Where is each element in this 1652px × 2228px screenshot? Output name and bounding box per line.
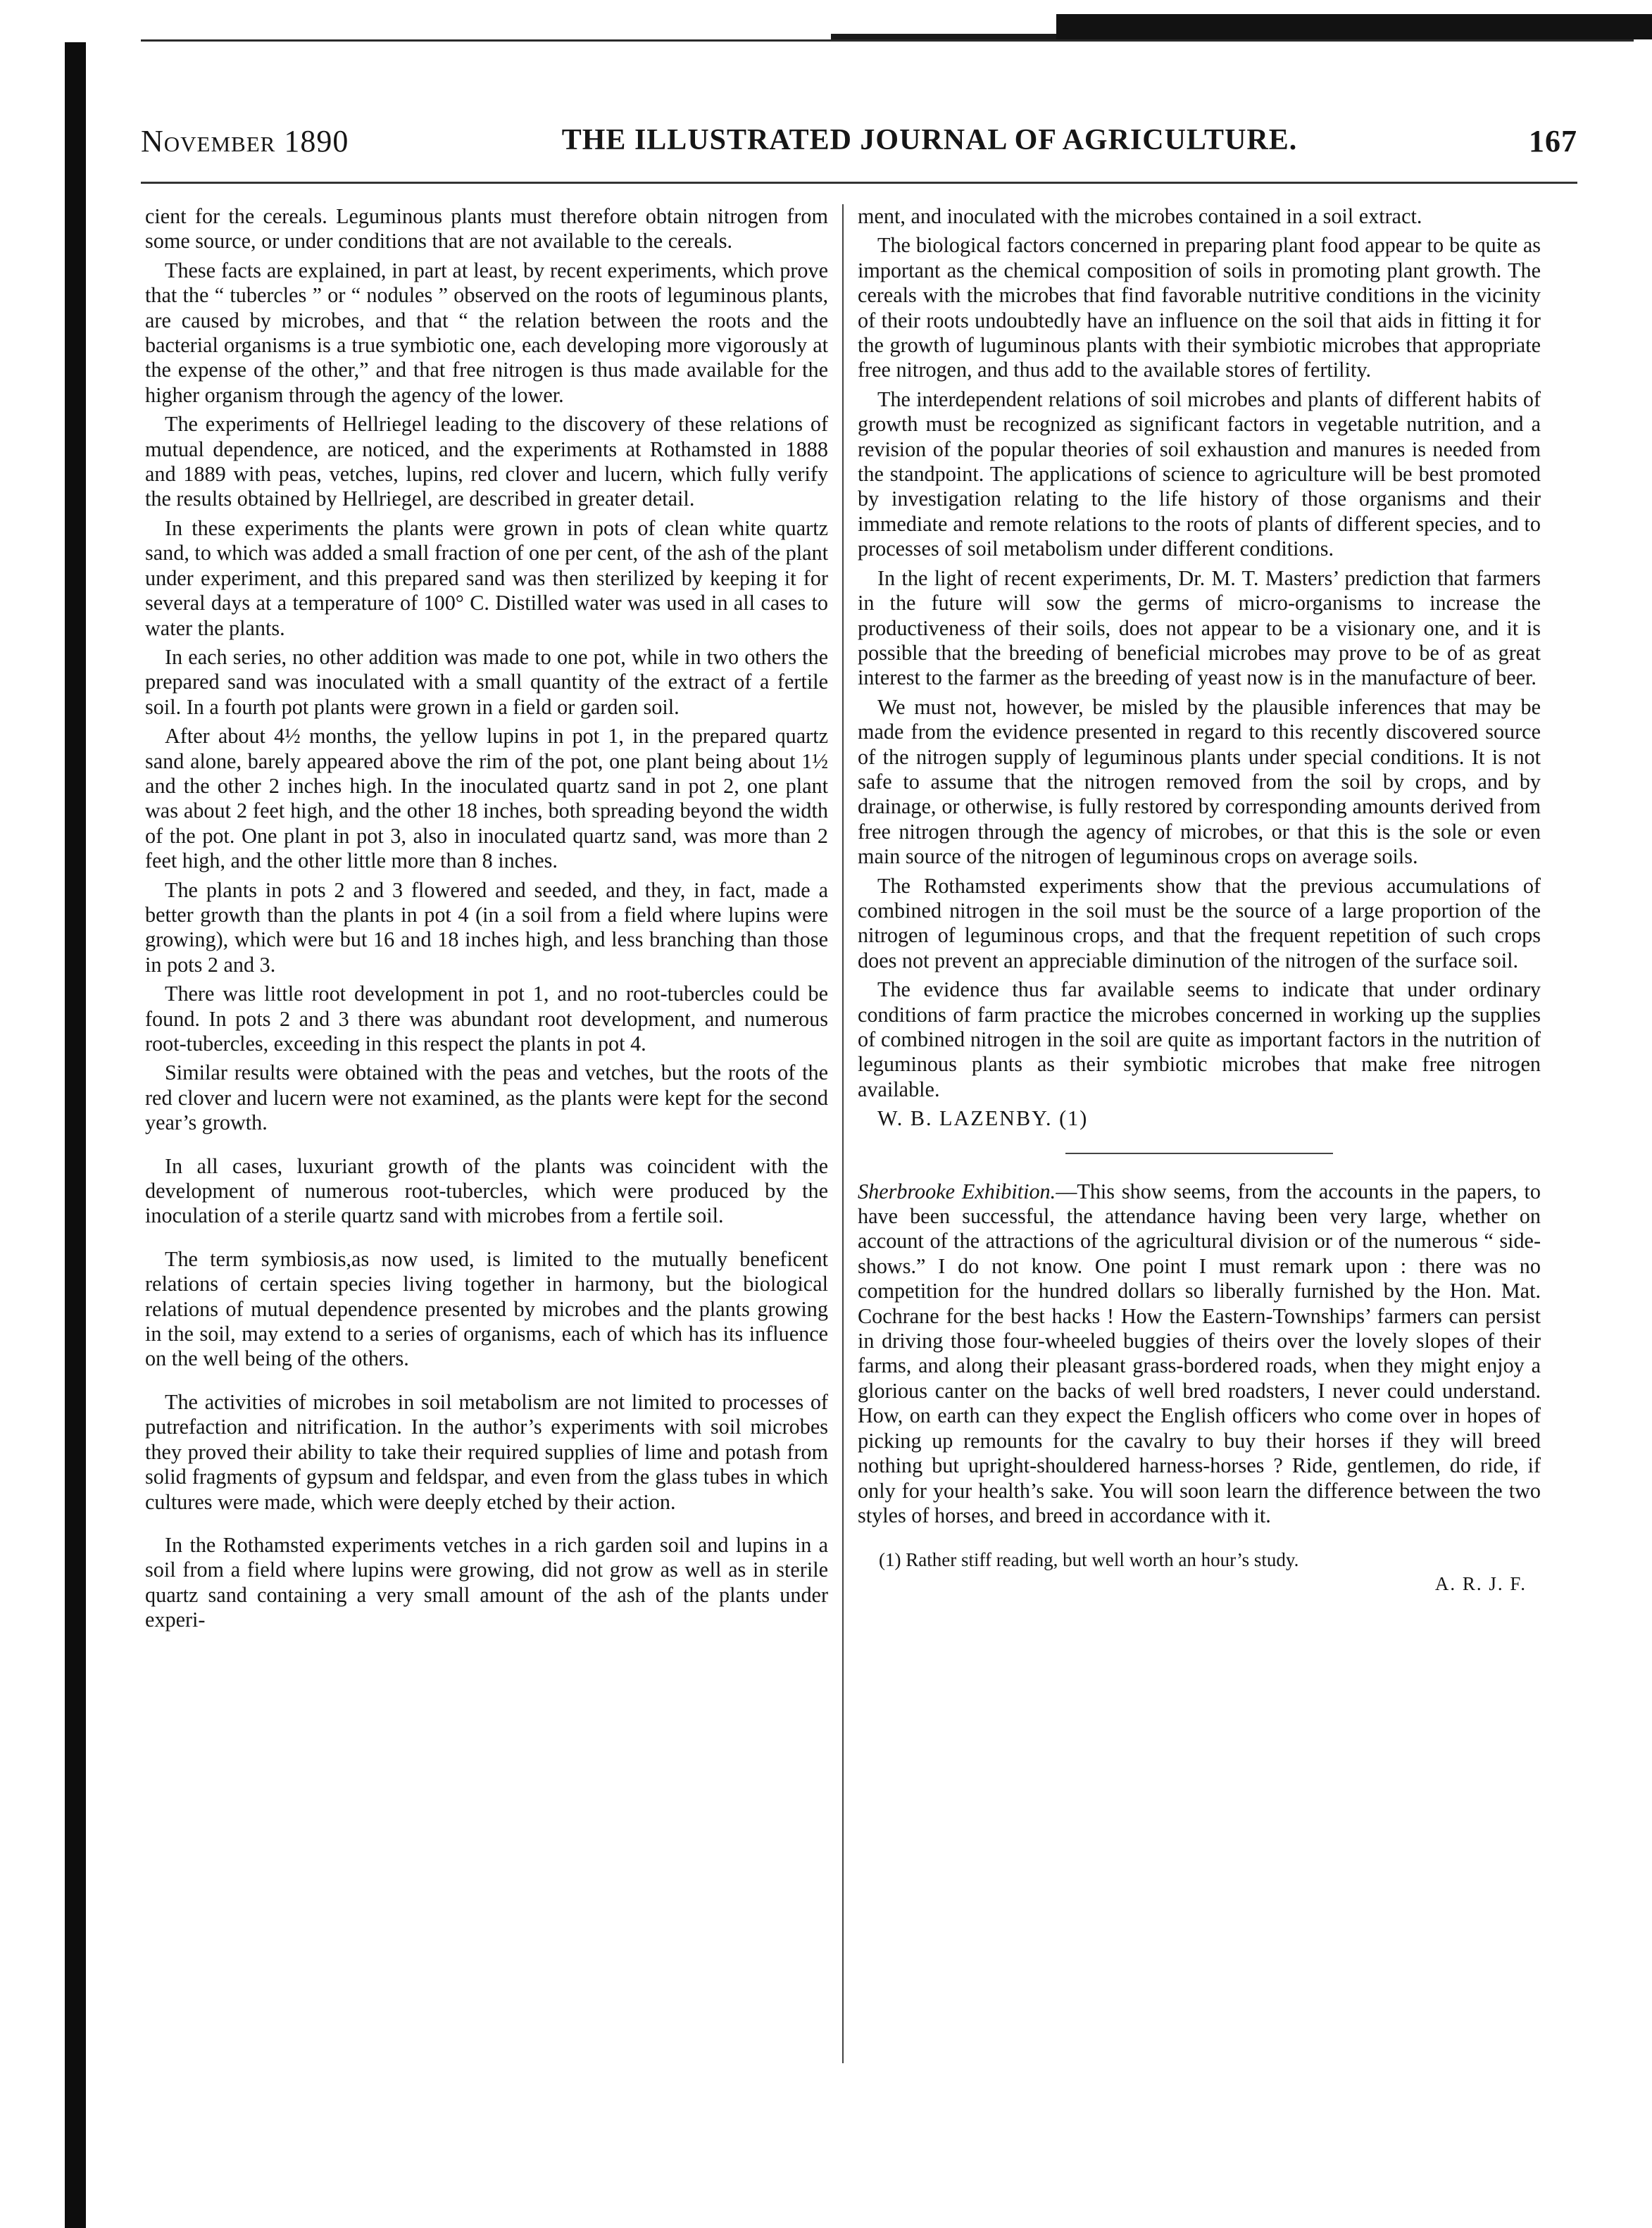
left-column xyxy=(145,204,828,2077)
section-rule xyxy=(1065,1153,1333,1154)
column-divider xyxy=(842,204,844,2063)
author-signature: W. B. LAZENBY. (1) xyxy=(877,1106,1089,1131)
header-rule xyxy=(141,182,1577,184)
paragraph: The biological factors concerned in preparing plant food appear to be quite as important as the chemical composition of soils in promoting plant growth. The cereals with the microbes that find favorable nutritive conditions in the vicinity of their roots undoubtedly have an influence on the soil that aids in fitting it for the growth of luguminous plants with their symbiotic microbes that appropriate free nitrogen, and thus add to the available stores of fertility. xyxy=(858,233,1541,382)
paragraph: The Rothamsted experiments show that the previous accumulations of combined nitrogen in the soil must be the source of a large proportion of the nitrogen of leguminous crops, and that the frequent repetition of such crops does not prevent an appreciable diminution of the nitrogen of the surface soil. xyxy=(858,873,1541,972)
footnote-signature: A. R. J. F. xyxy=(1434,1573,1527,1595)
paragraph: The interdependent relations of soil microbes and plants of different habits of growth must be recognized as significant factors in vegetable nutrition, and a revision of the popular theories of soil exhaustion and manures is needed from the standpoint. The applications of science to agriculture will be best promoted by investigation relating to the life history of those organisms and their immediate and remote relations to the roots of plants of different species, and to processes of soil metabolism under different conditions. xyxy=(858,387,1541,561)
sherbrooke-paragraph xyxy=(858,1179,1541,1529)
paragraph: In the light of recent experiments, Dr. M. T. Masters’ prediction that farmers in the future will sow the germs of micro-organisms to increase the productiveness of their soils, does not appear to be a visionary one, and it is possible that the breeding of beneficial microbes may prove to be of as great interest to the farmer as the breeding of yeast now is in the manufacture of beer. xyxy=(858,565,1541,690)
paragraph: Similar results were obtained with the peas and vetches, but the roots of the red clover and lucern were not examined, as the plants were kept for the second year’s growth. xyxy=(145,1060,828,1135)
paragraph: ment, and inoculated with the microbes contained in a soil extract. xyxy=(858,204,1422,228)
sherbrooke-title: Sherbrooke Exhibition. xyxy=(858,1179,1056,1203)
paragraph: The term symbiosis,as now used, is limited to the mutually beneficent relations of certain species living together in harmony, but the biological relations of mutual dependence presented by microbes and the plants growing in the soil, may extend to a series of organisms, each of which has its influence on the well being of the others. xyxy=(145,1246,828,1371)
page-number: 167 xyxy=(1529,124,1577,158)
top-rule xyxy=(141,39,1634,42)
paragraph: We must not, however, be misled by the plausible inferences that may be made from the evidence presented in regard to this recently discovered source of the nitrogen supply of leguminous plants under special conditions. It is not safe to assume that the nitrogen removed from the soil by crops, and by drainage, or otherwise, is fully restored by corresponding amounts derived from free nitrogen through the agency of microbes, or that this is the sole or even main source of the nitrogen of leguminous crops on average soils. xyxy=(858,694,1541,869)
paragraph: In all cases, luxuriant growth of the plants was coincident with the development of numerous root-tubercles, which were produced by the inoculation of a sterile quartz sand with microbes from a fertile soil. xyxy=(145,1153,828,1228)
page-binding-edge xyxy=(65,42,86,2228)
header-date: November 1890 xyxy=(141,124,349,158)
sherbrooke-body: —This show seems, from the accounts in the papers, to have been successful, the attendance having been very large, whether on account of the attractions of the agricultural division or of the numerous “ side-shows.” I do not know. One point I must remark upon : there was no competition for the hundred dollars so liberally furnished by the Hon. Mat. Cochrane for the best hacks ! How the Eastern-Townships’ farmers can persist in driving those four-wheeled buggies of theirs over the lovely slopes of their farms, and along their pleasant grass-bordered roads, when they might enjoy a glorious canter on the backs of well bred roadsters, I never could understand. How, on earth can they expect the English officers who come over in hopes of picking up remounts for the cavalry to buy their horses if they will breed nothing but upright-shouldered harness-horses ? Ride, gentlemen, do ride, if only for your health’s sake. You will soon learn the difference between the two styles of horses, and breed in accordance with it. xyxy=(858,1179,1541,1527)
footnote: (1) Rather stiff reading, but well worth an hour’s study. xyxy=(879,1549,1299,1571)
paragraph: In these experiments the plants were grown in pots of clean white quartz sand, to which was added a small fraction of one per cent, of the ash of the plant under experiment, and this prepared sand was then sterilized by keeping it for several days at a temperature of 100° C. Distilled water was used in all cases to water the plants. xyxy=(145,515,828,640)
paragraph: The evidence thus far available seems to indicate that under ordinary conditions of farm practice the microbes concerned in working up the supplies of combined nitrogen in the soil are quite as important factors in the nutrition of leguminous plants as their symbiotic microbes that make free nitrogen available. xyxy=(858,977,1541,1101)
paragraph: In the Rothamsted experiments vetches in a rich garden soil and lupins in a soil from a field where lupins were growing, did not grow as well as in sterile quartz sand containing a very small amount of the ash of the plants under experi- xyxy=(145,1532,828,1632)
paragraph: cient for the cereals. Leguminous plants must therefore obtain nitrogen from some source, or under conditions that are not available to the cereals. xyxy=(145,204,828,254)
journal-title: THE ILLUSTRATED JOURNAL OF AGRICULTURE. xyxy=(561,124,1298,156)
paragraph: These facts are explained, in part at least, by recent experiments, which prove that the “ tubercles ” or “ nodules ” observed on the roots of leguminous plants, are caused by microbes, and that “ the relation between the roots and the bacterial organisms is a true symbiotic one, each developing more vigorously at the expense of the other,” and that free nitrogen is thus made available for the higher organism through the agency of the lower. xyxy=(145,258,828,407)
paragraph: After about 4½ months, the yellow lupins in pot 1, in the prepared quartz sand alone, barely appeared above the rim of the pot, one plant being about 1½ and the other 2 inches high. In the inoculated quartz sand in pot 2, one plant was about 2 feet high, and the other 18 inches, both spreading beyond the width of the pot. One plant in pot 3, also in inoculated quartz sand, was more than 2 feet high, and the other little more than 8 inches. xyxy=(145,724,828,873)
paragraph: The experiments of Hellriegel leading to the discovery of these relations of mutual dependence, are noticed, and the experiments at Rothamsted in 1888 and 1889 with peas, vetches, lupins, red clover and lucern, which fully verify the results obtained by Hellriegel, are described in greater detail. xyxy=(145,412,828,511)
top-rule-taper xyxy=(831,34,1056,39)
paragraph: There was little root development in pot 1, and no root-tubercles could be found. In pots 2 and 3 there was abundant root development, and numerous root-tubercles, exceeding in this respect the plants in pot 4. xyxy=(145,982,828,1056)
paragraph: The plants in pots 2 and 3 flowered and seeded, and they, in fact, made a better growth than the plants in pot 4 (in a soil from a field where lupins were growing), which were but 16 and 18 inches high, and less branching than those in pots 2 and 3. xyxy=(145,877,828,977)
top-rule-heavy xyxy=(1056,14,1652,39)
paragraph: In each series, no other addition was made to one pot, while in two others the prepared sand was inoculated with a small quantity of the extract of a fertile soil. In a fourth pot plants were grown in a field or garden soil. xyxy=(145,644,828,719)
running-header xyxy=(141,123,1577,165)
paragraph: The activities of microbes in soil metabolism are not limited to processes of putrefaction and nitrification. In the author’s experiments with soil microbes they proved their ability to take their required supplies of lime and potash from solid fragments of gypsum and feldspar, and even from the glass tubes in which cultures were made, which were deeply etched by their action. xyxy=(145,1389,828,1514)
right-column xyxy=(858,204,1541,2077)
